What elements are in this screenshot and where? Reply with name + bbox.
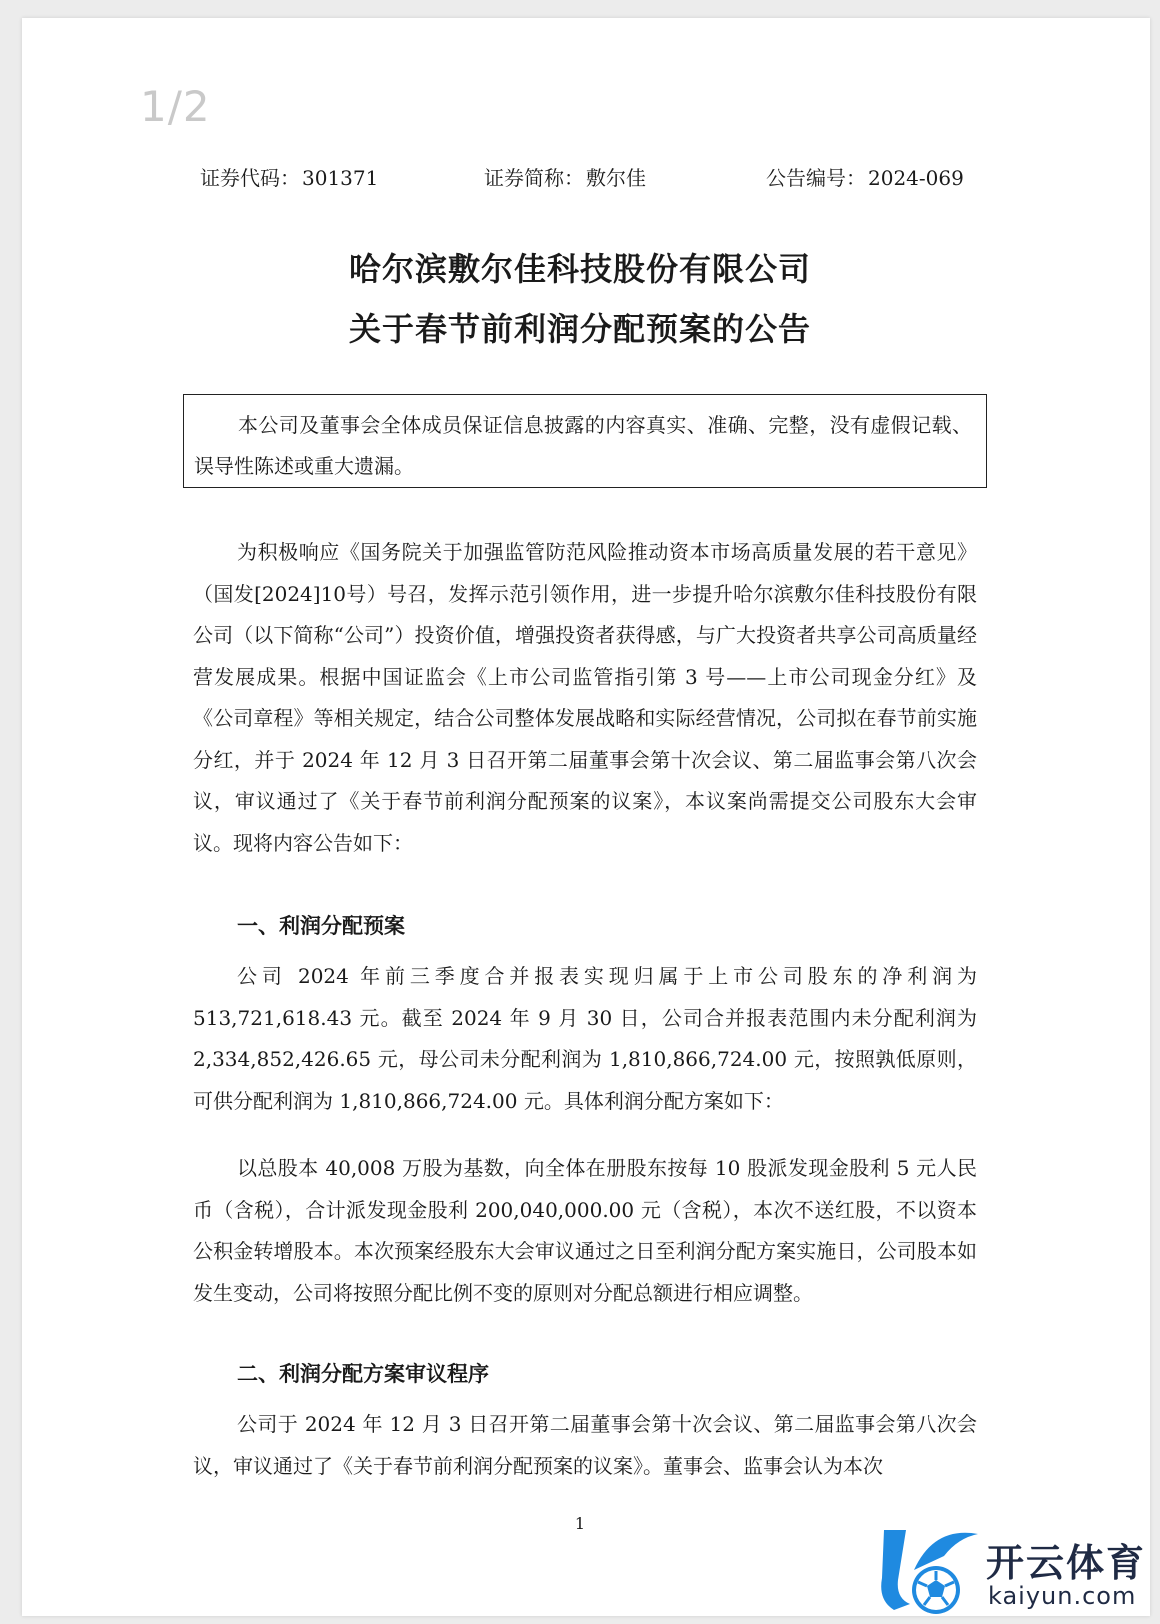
title-company: 哈尔滨敷尔佳科技股份有限公司 xyxy=(348,250,811,288)
announcement-number-label: 公告编号： xyxy=(766,166,866,190)
watermark-brand-name: 开云体育 xyxy=(986,1541,1147,1585)
watermark-brand xyxy=(874,1520,1147,1620)
security-short-name xyxy=(484,162,646,191)
disclosure-notice-box: 本公司及董事会全体成员保证信息披露的内容真实、准确、完整，没有虚假记载、误导性陈述或重大遗漏。 xyxy=(183,394,987,488)
section-heading-review-procedure: 二、利润分配方案审议程序 xyxy=(237,1362,489,1386)
profit-paragraph: 公司 2024 年前三季度合并报表实现归属于上市公司股东的净利润为 513,721,618.43 元。截至 2024 年 9 月 30 日，公司合并报表范围内未分配利润为 2,334,852,426.65 元，母公司未分配利润为 1,810,866,724.00 元，按照孰低原则，可供分配利润为 1,810,866,724.00 元。具体利润分配方案如下： xyxy=(193,964,977,1113)
announcement-number xyxy=(766,162,964,191)
security-short-name-value: 敷尔佳 xyxy=(586,166,646,190)
announcement-number-value: 2024-069 xyxy=(868,166,964,190)
title-subject: 关于春节前利润分配预案的公告 xyxy=(348,310,811,348)
security-code-label: 证券代码： xyxy=(200,166,300,190)
k-soccer-ball-logo-icon xyxy=(874,1520,984,1618)
security-short-name-label: 证券简称： xyxy=(484,166,584,190)
security-code-value: 301371 xyxy=(302,166,379,190)
intro-paragraph: 为积极响应《国务院关于加强监管防范风险推动资本市场高质量发展的若干意见》（国发[2024]10号）号召，发挥示范引领作用，进一步提升哈尔滨敷尔佳科技股份有限公司（以下简称“公司”）投资价值，增强投资者获得感，与广大投资者共享公司高质量经营发展成果。根据中国证监会《上市公司监管指引第 3 号——上市公司现金分红》及《公司章程》等相关规定，结合公司整体发展战略和实际经营情况，公司拟在春节前实施分红，并于 2024 年 12 月 3 日召开第二届董事会第十次会议、第二届监事会第八次会议，审议通过了《关于春节前利润分配预案的议案》，本议案尚需提交公司股东大会审议。现将内容公告如下： xyxy=(193,540,977,855)
section-heading-profit-plan: 一、利润分配预案 xyxy=(237,914,405,938)
watermark-brand-domain: kaiyun.com xyxy=(988,1582,1137,1610)
page-indicator: 1/2 xyxy=(140,82,211,131)
security-code xyxy=(200,162,378,191)
distribution-plan-paragraph: 以总股本 40,008 万股为基数，向全体在册股东按每 10 股派发现金股利 5 元人民币（含税），合计派发现金股利 200,040,000.00 元（含税），本次不送红股，不以资本公积金转增股本。本次预案经股东大会审议通过之日至利润分配方案实施日，公司股本如发生变动，公司将按照分配比例不变的原则对分配总额进行相应调整。 xyxy=(193,1156,977,1305)
page-number: 1 xyxy=(574,1514,586,1533)
procedure-paragraph: 公司于 2024 年 12 月 3 日召开第二届董事会第十次会议、第二届监事会第八次会议，审议通过了《关于春节前利润分配预案的议案》。董事会、监事会认为本次 xyxy=(193,1412,977,1478)
